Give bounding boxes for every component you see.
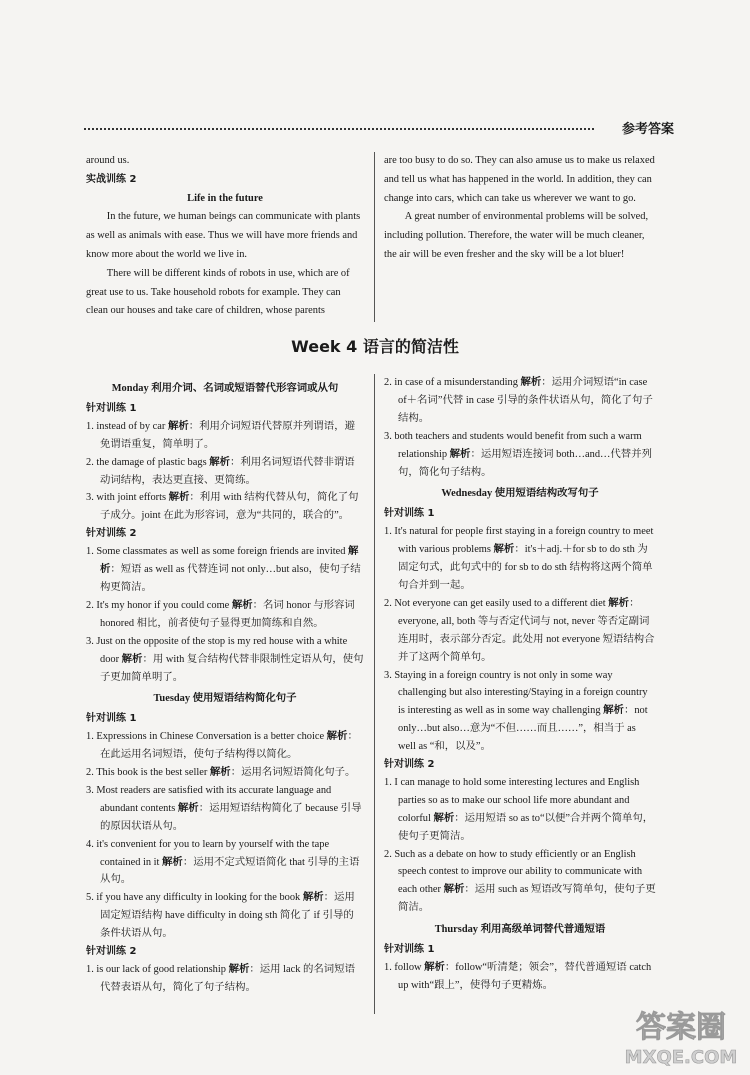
explain-text: ：not only…but also…意为“不但……而且……”，相当于 as well as “和，以及”。 (398, 705, 648, 753)
explain-text: ：everyone, all, both 等与否定代词与 not, never 等否定副词连用时，表示部分否定。此处用 not everyone 短语结构合并了这两个简单句。 (398, 597, 655, 663)
section-label: 针对训练 1 (384, 508, 435, 520)
explain-text: ：利用 with 结构代替从句，简化了句子成分。joint 在此为形容词，意为“共同的，联合的”。 (100, 492, 359, 522)
watermark-text: 答案圈 (636, 1010, 726, 1045)
top-left-column (86, 152, 364, 321)
section-label: 针对训练 1 (86, 402, 137, 414)
section-label: 针对训练 2 (86, 528, 137, 540)
wednesday-title: Wednesday 使用短语结构改写句子 (441, 488, 599, 500)
section-label: 实战训练 2 (86, 173, 137, 185)
essay-paragraph: There will be different kinds of robots in use, which are of great use to us. Take household robots for example. They can clean our houses and take care of children, whose parents (86, 267, 350, 317)
explain-text: ：运用短语 so as to“以便”合并两个简单句，使句子更简洁。 (398, 812, 654, 842)
answer-item (384, 428, 656, 482)
explain-label: 解析 (162, 856, 183, 868)
explain-label: 解析 (231, 599, 253, 611)
essay-paragraph: In the future, we human beings can communicate with plants as well as animals with ease. Thus we will have more friends and know more about the world we live in. (86, 211, 361, 260)
right-column (384, 374, 656, 995)
explain-label: 解析 (449, 448, 471, 460)
answer-item (86, 782, 364, 836)
explain-label: 解析 (520, 377, 542, 388)
answer-text: 2. It's my honor if you could come (86, 599, 232, 611)
answer-text: 1. Some classmates as well as some foreign friends are invited (86, 546, 349, 558)
explain-label: 解析 (168, 492, 190, 504)
explain-text: ：follow“听清楚；领会”，替代普通短语 catch up with“跟上”，使得句子更精炼。 (398, 962, 652, 991)
essay-paragraph: are too busy to do so. They can also amuse us to make us relaxed and tell us what has happened in the world. In addition, they can change into cars, which can take us wherever we want to go. (384, 155, 655, 204)
answer-item (384, 595, 656, 667)
top-right-column (384, 152, 656, 265)
column-divider (374, 152, 375, 322)
answer-text: 1. Expressions in Chinese Conversation is a better choice (86, 731, 327, 743)
explain-text: ：运用固定短语结构 have difficulty in doing sth 简化了 if 引导的条件状语从句。 (100, 892, 355, 940)
answer-item (86, 764, 364, 782)
explain-label: 解析 (100, 546, 359, 576)
watermark-logo (616, 1001, 746, 1071)
column-divider (374, 374, 375, 1014)
explain-label: 解析 (608, 597, 630, 609)
section-label: 针对训练 2 (384, 759, 435, 771)
explain-label: 解析 (121, 653, 143, 665)
explain-label: 解析 (228, 964, 250, 975)
answer-text: 5. if you have any difficulty in looking for the book (86, 892, 303, 904)
explain-text: ：运用名词短语简化句子。 (230, 767, 356, 779)
explain-label: 解析 (603, 705, 624, 717)
explain-label: 解析 (177, 802, 199, 814)
answer-text: 3. with joint efforts (86, 492, 169, 504)
dotted-rule (84, 128, 594, 130)
explain-text: ：运用短语连接词 both…and…代替并列句，简化句子结构。 (398, 448, 652, 478)
answer-text: 2. Such as a debate on how to study efficiently or an English speech contest to improve our ability to communicate with each other (384, 848, 643, 896)
answer-item (86, 633, 364, 687)
watermark-url: MXQE.COM (624, 1047, 738, 1068)
answer-item (86, 418, 364, 454)
explain-label: 解析 (443, 884, 465, 896)
explain-text: ：it's＋adj.＋for sb to do sth 为固定句式，此句式中的 for sb to do sth 结构将这两个简单句合并到一起。 (398, 544, 653, 591)
answer-text: 2. in case of a misunderstanding (384, 377, 521, 388)
answer-text: 4. it's convenient for you to learn by yourself with the tape contained in it (86, 838, 330, 868)
explain-text: ：运用 such as 短语改写简单句，使句子更简洁。 (398, 884, 656, 914)
explain-label: 解析 (209, 767, 231, 779)
essay-title: Life in the future (187, 192, 263, 204)
section-label: 针对训练 1 (86, 713, 137, 725)
explain-text: ：利用名词短语代替非谓语动词结构，表达更直接、更简练。 (100, 456, 355, 486)
answer-text: 1. instead of by car (86, 420, 168, 432)
monday-title: Monday 利用介词、名词或短语替代形容词或从句 (111, 383, 339, 394)
answer-text: 2. the damage of plastic bags (86, 456, 210, 468)
answer-item (384, 959, 656, 995)
answer-text: 2. Not everyone can get easily used to a different diet (384, 597, 609, 609)
left-column (86, 376, 364, 997)
week-title: Week 4 语言的简洁性 (291, 337, 459, 356)
explain-text: ：名词 honor 与形容词 honored 相比，前者使句子显得更加简练和自然。 (100, 599, 355, 629)
answer-item (86, 889, 364, 943)
header-title: 参考答案 (621, 122, 674, 137)
answer-item (86, 597, 364, 633)
explain-text: ：短语 as well as 代替连词 not only…but also，使句子结构更简洁。 (100, 564, 361, 593)
answer-text: 1. It's natural for people first staying in a foreign country to meet with various problems (384, 526, 654, 556)
answer-item (384, 374, 656, 428)
explain-text: ：运用介词短语“in case of＋名词”代替 in case 引导的条件状语从句，简化了句子结构。 (398, 377, 653, 424)
answer-item (86, 961, 364, 997)
answer-text: 3. both teachers and students would benefit from such a warm relationship (384, 430, 642, 460)
header-bar (84, 118, 674, 138)
answer-item (86, 454, 364, 490)
answer-text: 3. Just on the opposite of the stop is my red house with a white door (86, 635, 348, 665)
answer-text: 1. is our lack of good relationship (86, 964, 229, 975)
section-label: 针对训练 2 (86, 946, 137, 958)
explain-text: ：用 with 复合结构代替非限制性定语从句，使句子更加简单明了。 (100, 653, 364, 683)
explain-text: ：在此运用名词短语，使句子结构得以简化。 (100, 731, 358, 761)
answer-text: 3. Staying in a foreign country is not only in some way challenging but also interesting/Staying in a foreign country is interesting as well as in some way challenging (384, 669, 648, 717)
text-line: around us. (86, 155, 130, 166)
answer-text: 1. I can manage to hold some interesting lectures and English parties so as to make our school life more abundant and colorful (384, 776, 640, 824)
section-label: 针对训练 1 (384, 944, 435, 956)
explain-label: 解析 (209, 456, 230, 468)
explain-text: ：运用短语结构简化了 because 引导的原因状语从句。 (100, 802, 362, 832)
explain-text: ：运用不定式短语简化 that 引导的主语从句。 (100, 856, 360, 886)
answer-item (384, 846, 656, 918)
answer-item (384, 667, 656, 757)
answer-text: 1. follow (384, 962, 425, 973)
explain-text: ：利用介词短语代替原并列谓语，避免谓语重复，简单明了。 (100, 420, 355, 450)
explain-label: 解析 (326, 731, 348, 743)
explain-label: 解析 (424, 962, 445, 973)
explain-text: ：运用 lack 的名词短语代替表语从句，简化了句子结构。 (100, 964, 355, 993)
answer-item (384, 523, 656, 595)
tuesday-title: Tuesday 使用短语结构简化句子 (153, 693, 297, 705)
answer-item (86, 728, 364, 764)
essay-paragraph: A great number of environmental problems will be solved, including pollution. Therefore, the water will be much cleaner, the air will be even fresher and the sky will be a lot bluer! (384, 211, 649, 260)
answer-text: 2. This book is the best seller (86, 767, 210, 779)
answer-item (384, 774, 656, 846)
explain-label: 解析 (493, 544, 515, 556)
explain-label: 解析 (302, 892, 324, 904)
explain-label: 解析 (167, 420, 189, 432)
answer-item (86, 543, 364, 597)
thursday-title: Thursday 利用高级单词替代普通短语 (434, 924, 606, 936)
explain-label: 解析 (433, 812, 455, 824)
answer-item (86, 489, 364, 525)
answer-text: 3. Most readers are satisfied with its accurate language and abundant contents (86, 784, 332, 814)
answer-item (86, 836, 364, 890)
